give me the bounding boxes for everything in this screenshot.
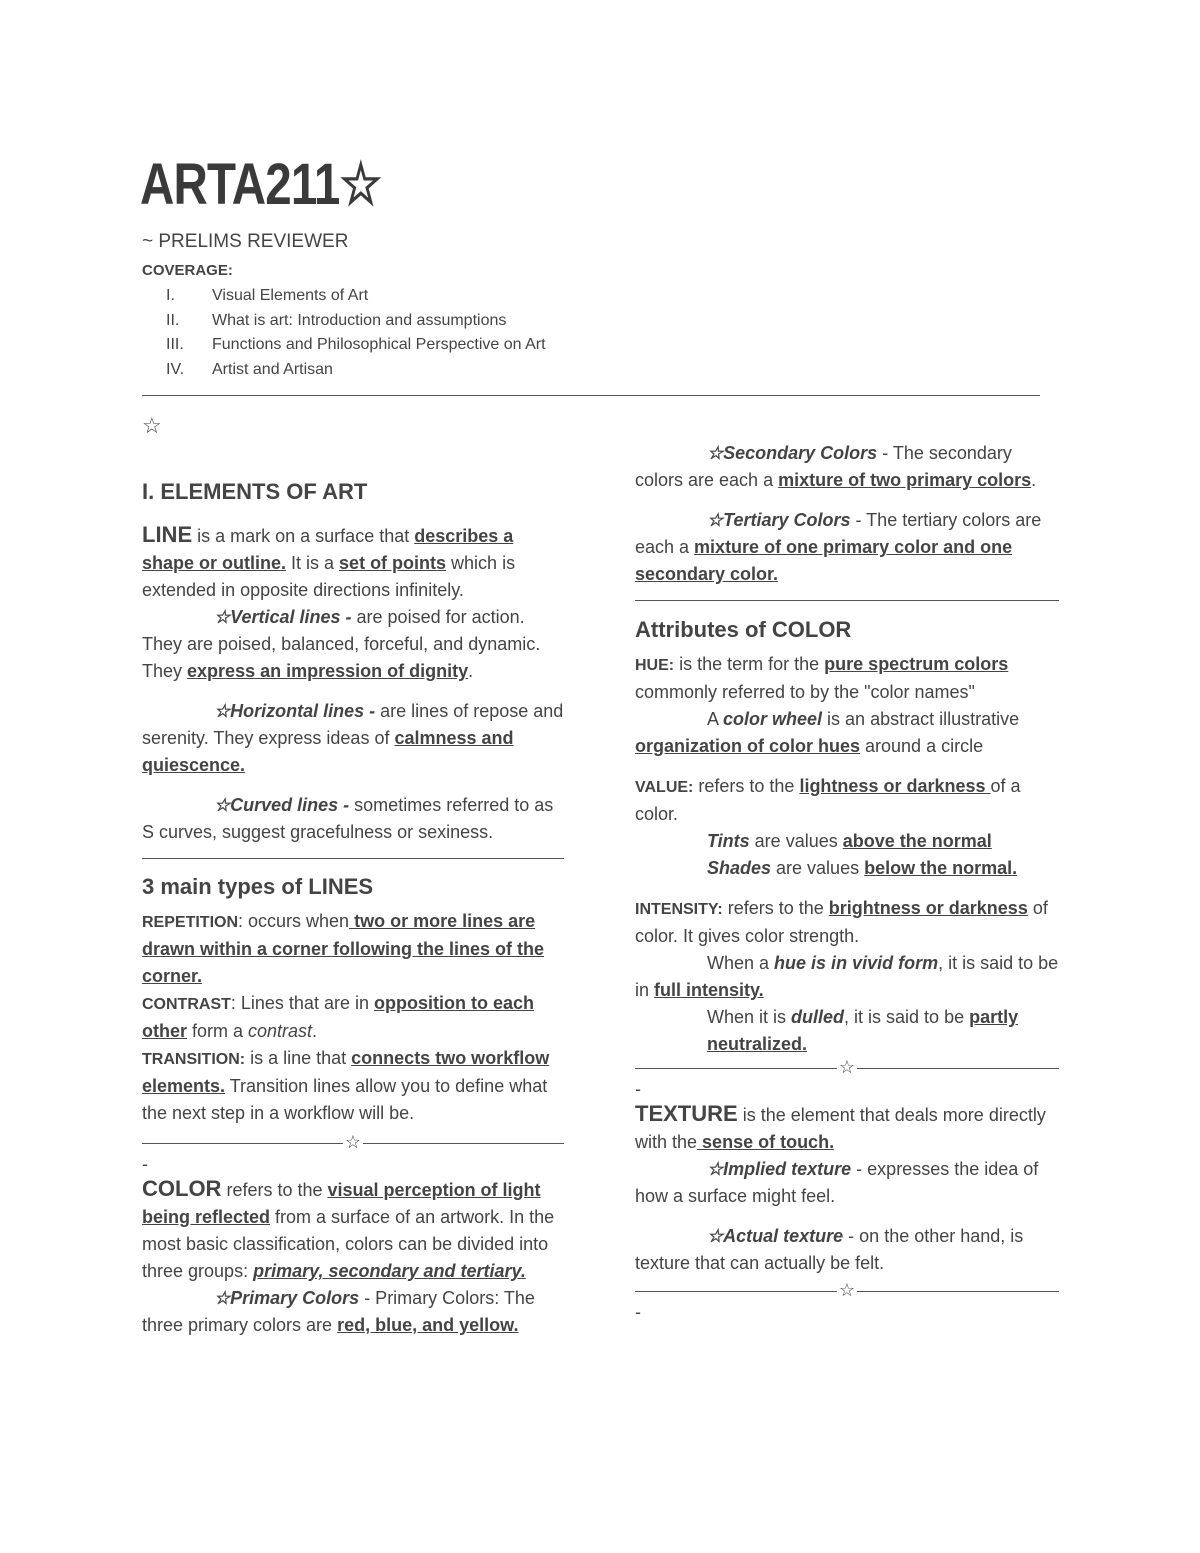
section-divider [635,600,1059,601]
star-icon: ☆ [838,1280,856,1300]
coverage-number: III. [166,336,184,353]
coverage-label: COVERAGE: [142,262,233,279]
star-icon: ☆ [838,1057,856,1077]
dash: - [142,1154,148,1174]
left-column [142,478,564,1339]
star-icon: ☆ [344,1132,362,1152]
coverage-number: I. [166,287,175,304]
term-line: LINE [142,522,193,547]
horizontal-lines-paragraph: ☆Horizontal lines - are lines of repose and serenity. They express ideas of calmness and quiescence. [142,701,564,775]
implied-texture-paragraph: ☆Implied texture - expresses the idea of how a surface might feel. [635,1159,1039,1206]
star-icon: ☆ [142,413,162,438]
subtitle: ~ PRELIMS REVIEWER [142,231,349,252]
term-color: COLOR [142,1176,222,1201]
star-divider [635,1058,1059,1078]
shades-paragraph: Shades are values below the normal. [707,858,1018,878]
coverage-text: Artist and Artisan [212,360,333,378]
contrast-paragraph: CONTRAST: Lines that are in opposition to each other form a contrast. [142,993,534,1041]
secondary-colors-paragraph: ☆Secondary Colors - The secondary colors are each a mixture of two primary colors. [635,443,1037,490]
value-paragraph: VALUE: refers to the lightness or darkness of a color. [635,776,1021,824]
dash: - [635,1079,641,1099]
repetition-paragraph: REPETITION: occurs when two or more lines are drawn within a corner following the lines of the corner. [142,911,545,986]
section-divider [142,858,564,859]
hue-paragraph: HUE: is the term for the pure spectrum colors commonly referred to by the "color names" [635,654,1009,702]
texture-paragraph: TEXTURE is the element that deals more directly with the sense of touch. [635,1101,1046,1152]
transition-paragraph: TRANSITION: is a line that connects two workflow elements. Transition lines allow you to define what the next step in a workflow will be. [142,1048,550,1123]
color-wheel-paragraph: A color wheel is an abstract illustrative organization of color hues around a circle [635,709,1020,756]
vivid-paragraph: When a hue is in vivid form, it is said to be in full intensity. [635,953,1059,1000]
types-heading: 3 main types of LINES [142,874,374,899]
actual-texture-paragraph: ☆Actual texture - on the other hand, is texture that can actually be felt. [635,1226,1024,1273]
right-column [635,440,1059,1323]
coverage-number: II. [166,311,180,329]
page-title: ARTA211☆ [140,152,382,217]
header-divider [142,395,1040,396]
dash: - [635,1302,641,1322]
tertiary-colors-paragraph: ☆Tertiary Colors - The tertiary colors are each a mixture of one primary color and one secondary color. [635,510,1042,584]
vertical-lines-paragraph: ☆Vertical lines - are poised for action. They are poised, balanced, forceful, and dynamic. They express an impression of dignity. [142,607,541,681]
curved-lines-paragraph: ☆Curved lines - sometimes referred to as S curves, suggest gracefulness or sexiness. [142,795,554,842]
term-texture: TEXTURE [635,1101,738,1126]
star-divider [142,1133,564,1153]
coverage-text: Visual Elements of Art [212,287,369,304]
color-paragraph: COLOR refers to the visual perception of light being reflected from a surface of an artwork. In the most basic classification, colors can be divided into three groups: primary, secondary and tertiary. [142,1176,555,1281]
star-divider [635,1281,1059,1301]
coverage-text: What is art: Introduction and assumptions [212,311,507,329]
coverage-text: Functions and Philosophical Perspective on Art [212,336,546,353]
line-paragraph: LINE is a mark on a surface that describes a shape or outline. It is a set of points which is extended in opposite directions infinitely. [142,522,516,600]
dulled-paragraph: When it is dulled, it is said to be partly neutralized. [707,1007,1019,1054]
coverage-number: IV. [166,360,185,378]
tints-paragraph: Tints are values above the normal [707,831,992,851]
attributes-heading: Attributes of COLOR [635,617,852,642]
section-heading: I. ELEMENTS OF ART [142,479,368,504]
primary-colors-paragraph: ☆Primary Colors - Primary Colors: The three primary colors are red, blue, and yellow. [142,1288,535,1335]
intensity-paragraph: INTENSITY: refers to the brightness or darkness of color. It gives color strength. [635,898,1048,946]
